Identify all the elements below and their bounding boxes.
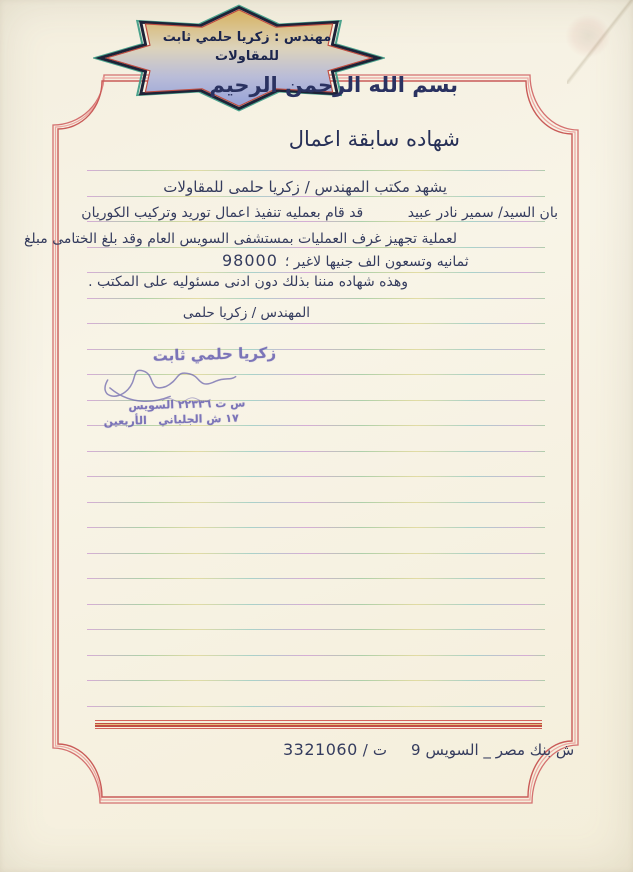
office-badge bbox=[93, 2, 385, 114]
amount-number: 98000 bbox=[222, 251, 278, 270]
phone-label: ت bbox=[372, 741, 387, 759]
amount-words: ثمانيه وتسعون الف جنيها لاغير ؛ bbox=[284, 254, 469, 270]
greeting-line: يشهد مكتب المهندس / زكريا حلمى للمقاولات bbox=[163, 178, 447, 196]
address-text: ش بنك مصر _ السويس bbox=[425, 741, 575, 759]
footer-line bbox=[283, 740, 574, 759]
signature-title: المهندس / زكريا حلمى bbox=[182, 305, 310, 321]
certificate-title: شهاده سابقة اعمال bbox=[288, 127, 460, 151]
corner-smudge bbox=[565, 14, 611, 58]
amount-line bbox=[222, 251, 469, 270]
badge-engineer-name: مهندس : زكريا حلمي ثابت bbox=[162, 30, 332, 45]
footer-separator bbox=[95, 720, 542, 729]
body-line-2: لعملية تجهيز غرف العمليات بمستشفى السويس العام وقد بلغ الختامى مبلغ bbox=[23, 231, 457, 247]
phone-separator: / bbox=[362, 741, 368, 759]
body-line-1: بان السيد/ سمير نادر عبيد قد قام بعمليه تنفيذ اعمال توريد وتركيب الكوريان bbox=[81, 205, 558, 221]
stamp-address: ١٧ ش الجلباني الأربعين bbox=[103, 411, 239, 429]
phone-number: 3321060 bbox=[283, 740, 358, 759]
stamp-name: زكريا حلمي ثابت bbox=[152, 343, 277, 365]
badge-subtitle: للمقاولات bbox=[215, 48, 279, 64]
stamp-registry: س ت ٢٢٣٣٦ السويس bbox=[128, 396, 246, 413]
body-line-3: وهذه شهاده مننا بذلك دون ادنى مسئوليه على المكتب . bbox=[88, 274, 408, 290]
bismillah-text: بسم الله الرحمن الرحيم bbox=[209, 73, 458, 97]
address-number: 9 bbox=[410, 741, 421, 759]
office-stamp bbox=[87, 343, 284, 438]
badge-text bbox=[93, 2, 385, 114]
